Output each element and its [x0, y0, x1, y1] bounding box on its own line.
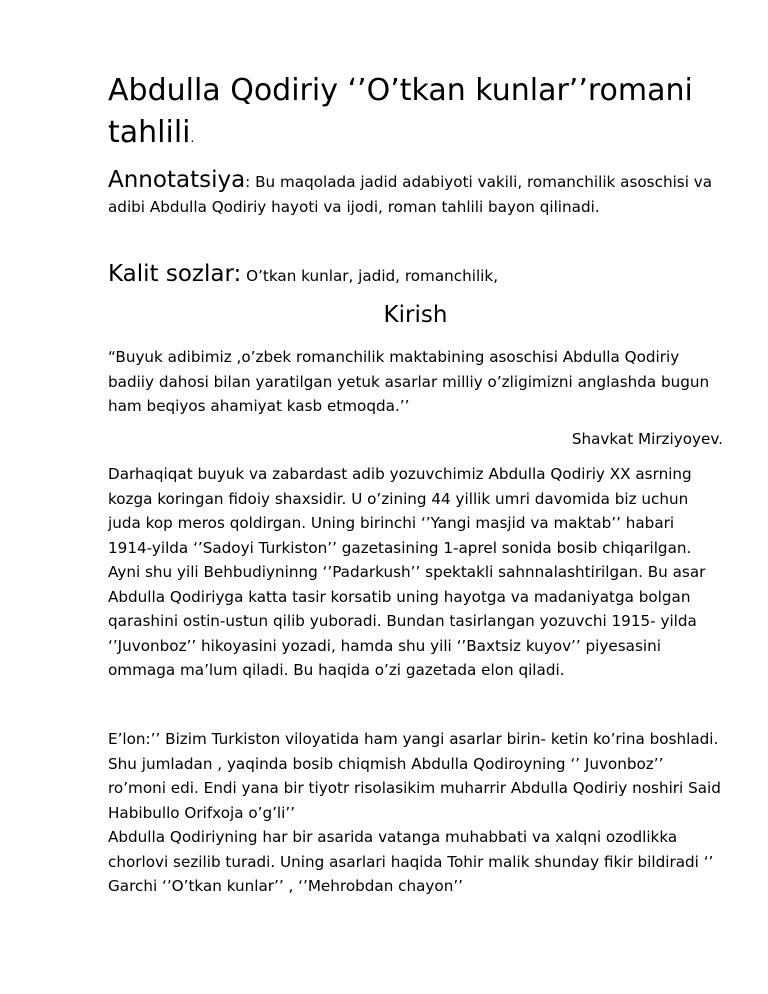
- annotation-label: Annotatsiya: [108, 167, 246, 193]
- body-paragraph-3: Abdulla Qodiriyning har bir asarida vatanga muhabbati va xalqni ozodlikka chorlovi sezilib turadi. Uning asarlari haqida Tohir malik shunday fikir bildiradi ‘’ Garchi ‘’O’tkan kunlar’’ , ‘’Mehrobdan chayon’’: [108, 828, 714, 895]
- title-text: Abdulla Qodiriy ‘’O’tkan kunlar’’romani tahlili: [108, 73, 693, 150]
- annotation-paragraph: [108, 168, 723, 219]
- body-paragraph-2: E’lon:’’ Bizim Turkiston viloyatida ham yangi asarlar birin- ketin ko’rina boshladi. Shu jumladan , yaqinda bosib chiqmish Abdulla Qodiroyning ‘’ Juvonboz’’ ro’moni edi. Endi yana bir tiyotr risolasikim muharrir Abdulla Qodiriy noshiri Said Habibullo Orifxoja o’g’li’’: [108, 730, 721, 822]
- intro-heading: [108, 303, 723, 330]
- epigraph-quote: “Buyuk adibimiz ,o’zbek romanchilik maktabining asoschisi Abdulla Qodiriy badiiy dahosi bilan yaratilgan yetuk asarlar milliy o’zligimizni anglashda bugun ham beqiyos ahamiyat kasb etmoqda.’’: [108, 348, 710, 415]
- keywords-label: Kalit sozlar:: [108, 261, 242, 287]
- title-dot: .: [190, 131, 195, 145]
- document-title: [108, 70, 728, 159]
- body-paragraph-1: Darhaqiqat buyuk va zabardast adib yozuvchimiz Abdulla Qodiriy XX asrning kozga koringan fidoiy shaxsidir. U o’zining 44 yillik umri davomida biz uchun juda kop meros qoldirgan. Uning birinchi ‘’Yangi masjid va maktab’’ habari 1914-yilda ‘’Sadoyi Turkiston’’ gazetasining 1-aprel sonida bosib chiqarilgan. Ayni shu yili Behbudiyninng ‘’Padarkush’’ spektakli sahnnalashtirilgan. Bu asar Abdulla Qodiriyga katta tasir korsatib uning hayotga va madaniyatga bolgan qarashini ostin-ustun qilib yuboradi. Bundan tasirlangan yozuvchi 1915- yilda ‘’Juvonboz’’ hikoyasini yozadi, hamda shu yili ‘’Baxtsiz kuyov’’ piyesasini ommaga ma’lum qiladi. Bu haqida o’zi gazetada elon qiladi.: [108, 465, 706, 679]
- annotation-text: : Bu maqolada jadid adabiyoti vakili, romanchilik asoschisi va adibi Abdulla Qodiriy hayoti va ijodi, roman tahlili bayon qilinadi.: [108, 173, 713, 216]
- intro-heading-text: Kirish: [383, 302, 448, 328]
- keywords-paragraph: [108, 262, 723, 289]
- epigraph-author: Shavkat Mirziyoyev.: [571, 430, 723, 448]
- keywords-text: O’tkan kunlar, jadid, romanchilik,: [241, 267, 499, 285]
